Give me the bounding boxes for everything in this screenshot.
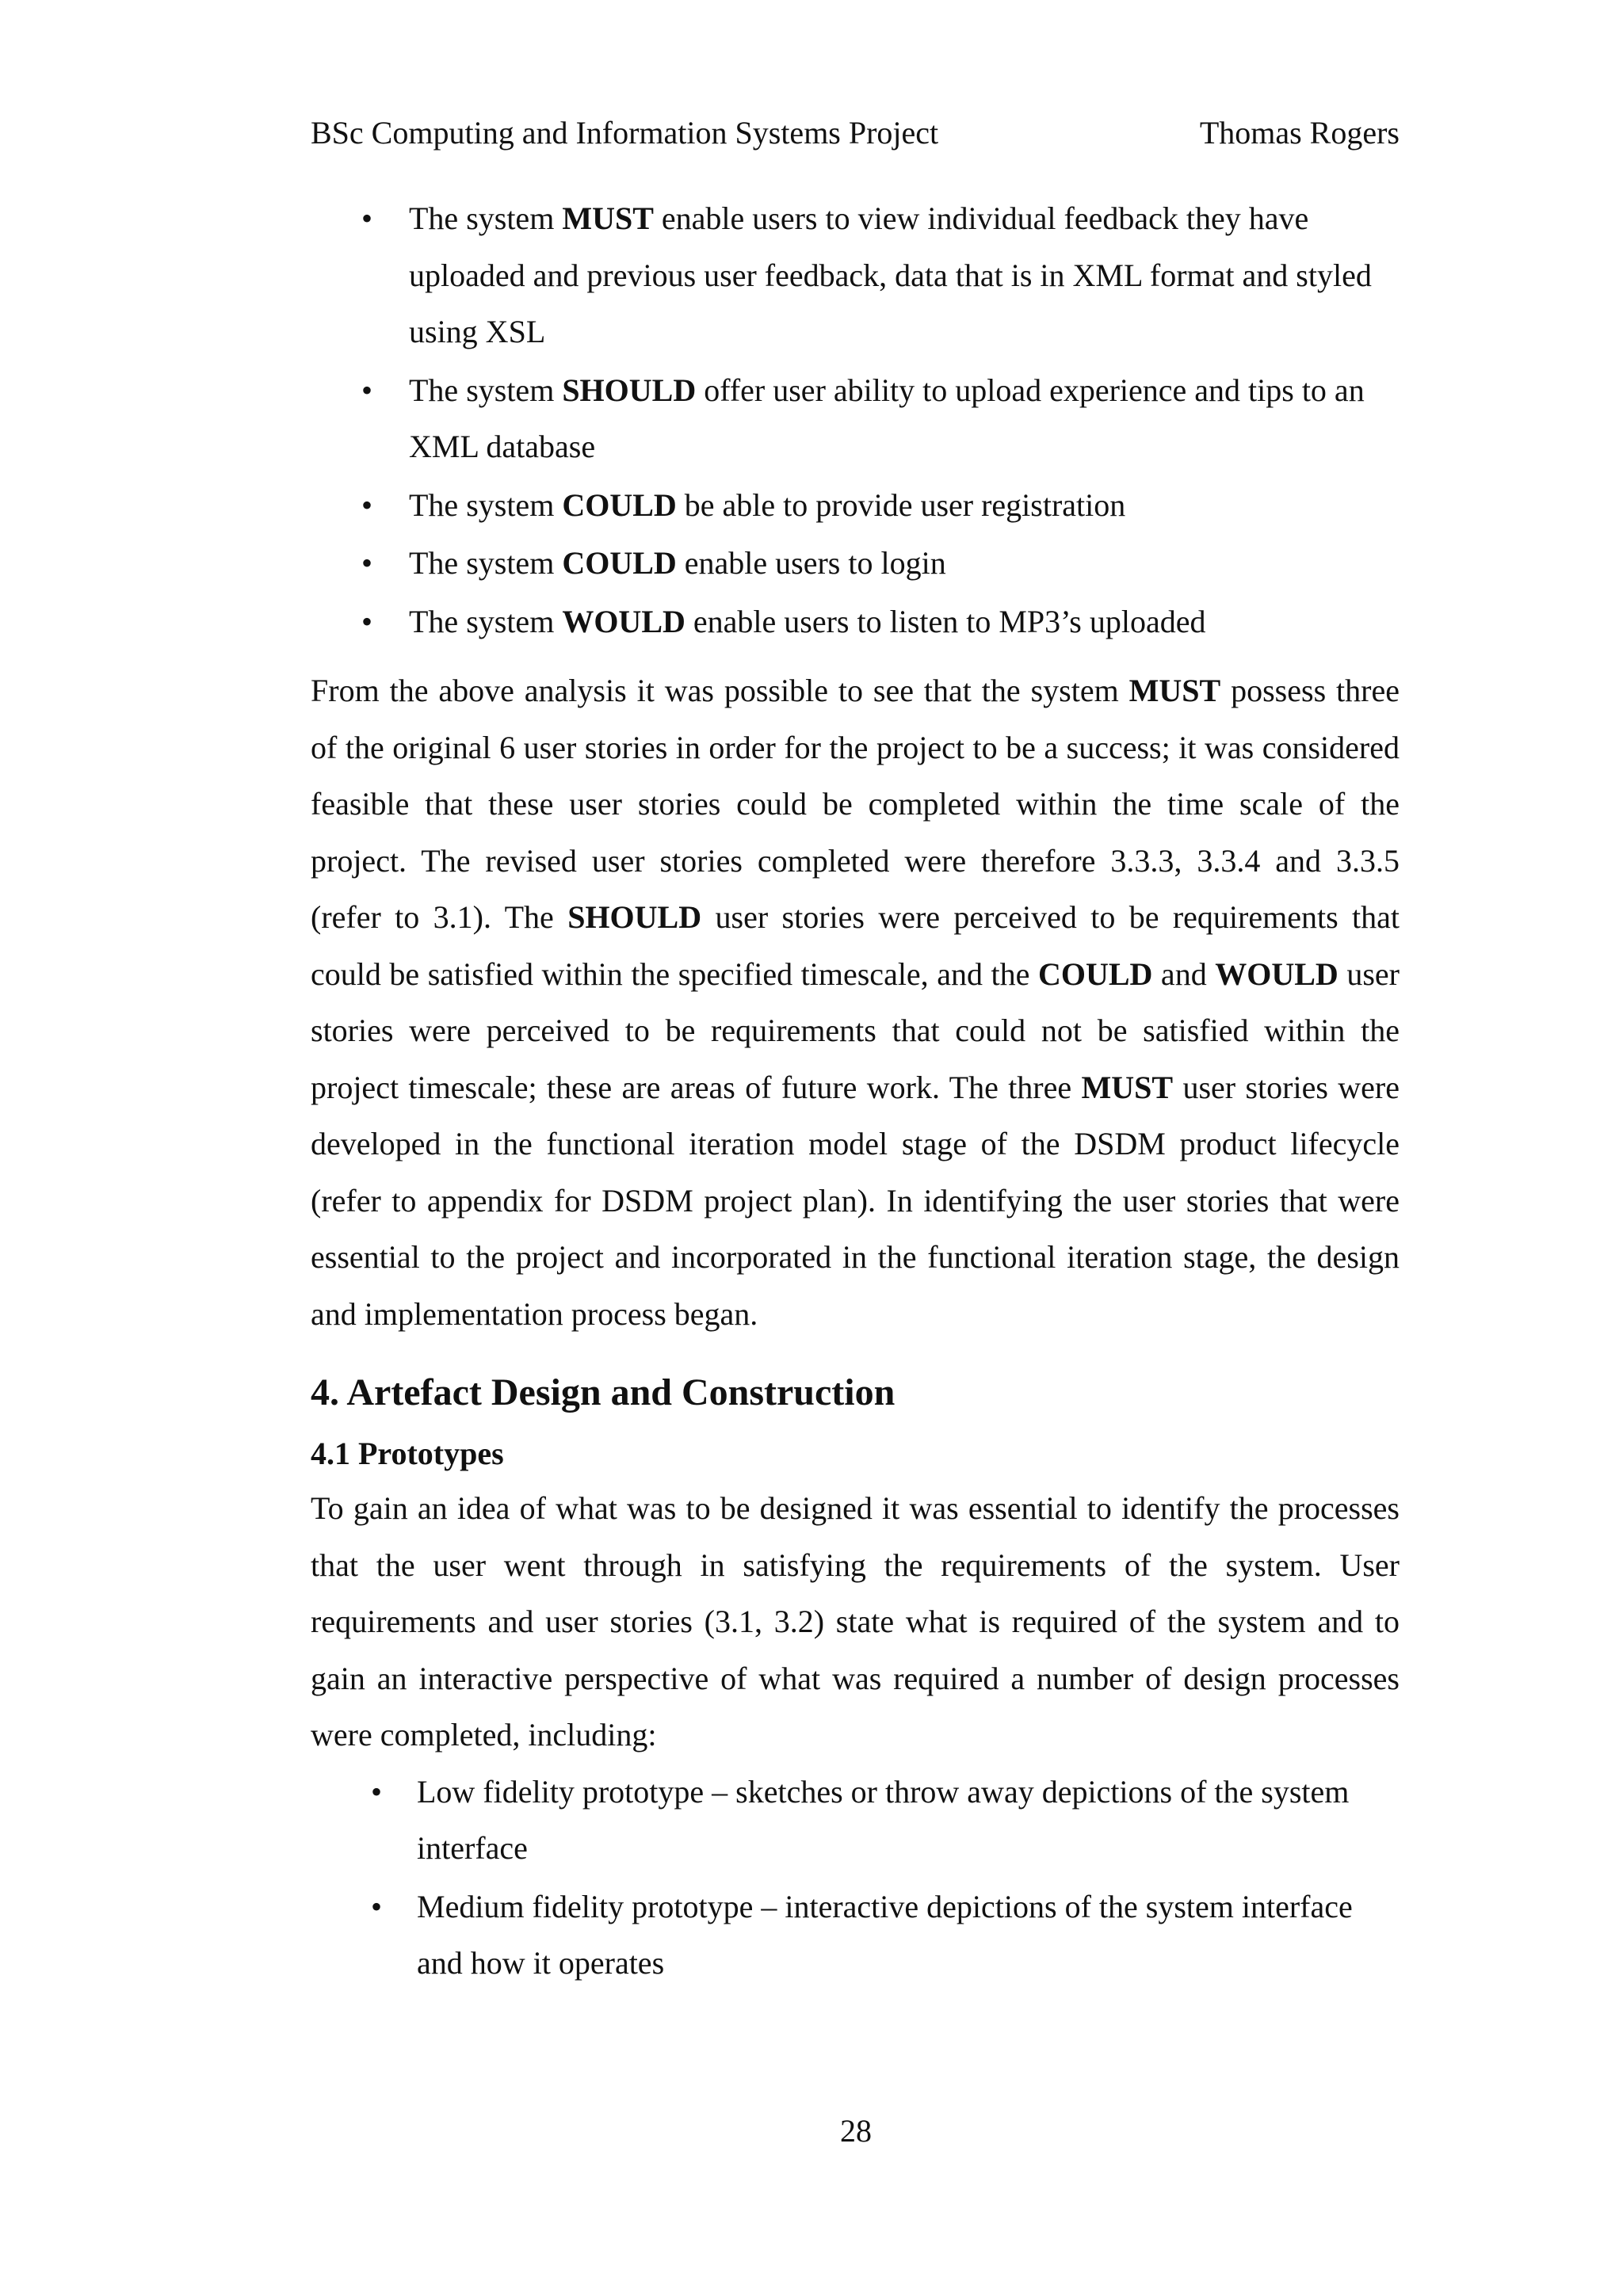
bullet-icon: • [361,486,373,523]
priority-keyword: SHOULD [562,372,697,408]
section-heading: 4. Artefact Design and Construction [311,1371,896,1413]
requirements-list [311,190,1400,650]
prototype-list [311,1764,1400,1992]
list-item: • The system WOULD enable users to listen to MP3’s uploaded [311,593,1400,650]
page-header [311,109,1400,157]
page-body [311,190,1400,1993]
priority-keyword: COULD [562,545,677,581]
list-item: • Low fidelity prototype – sketches or throw away depictions of the system interface [311,1764,1400,1877]
subsection-heading: 4.1 Prototypes [311,1436,504,1471]
prototypes-paragraph: To gain an idea of what was to be designed it was essential to identify the processes that the user went through in satisfying the requirements of the system. User requirements and user stories (3.1, 3.2) state what is required of the system and to gain an interactive perspective of what was required a number of design processes were completed, including: [311,1490,1400,1753]
list-item: • The system SHOULD offer user ability to upload experience and tips to an XML database [311,362,1400,475]
list-item: • The system MUST enable users to view individual feedback they have uploaded and previous user feedback, data that is in XML format and styled using XSL [311,190,1400,360]
bullet-icon: • [371,1773,383,1810]
bullet-icon: • [371,1888,383,1924]
header-author: Thomas Rogers [1199,115,1400,151]
bullet-icon: • [361,200,373,236]
priority-keyword: WOULD [562,603,685,639]
priority-keyword: MUST [562,200,654,236]
list-item: • The system COULD be able to provide user registration [311,477,1400,534]
list-item: • The system COULD enable users to login [311,535,1400,592]
priority-keyword: COULD [562,486,677,523]
list-item: • Medium fidelity prototype – interactive depictions of the system interface and how it operates [311,1878,1400,1992]
analysis-paragraph: From the above analysis it was possible to see that the system MUST possess three of the original 6 user stories in order for the project to be a success; it was considered feasible that these user stories could be completed within the time scale of the project. The revised user stories completed were therefore 3.3.3, 3.3.4 and 3.3.5 (refer to 3.1). The SHOULD user stories were perceived to be requirements that could be satisfied within the specified timescale, and the COULD and WOULD user stories were perceived to be requirements that could not be satisfied within the project timescale; these are areas of future work. The three MUST user stories were developed in the functional iteration model stage of the DSDM product lifecycle (refer to appendix for DSDM project plan). In identifying the user stories that were essential to the project and incorporated in the functional iteration stage, the design and implementation process began. [311,673,1400,1332]
page-number: 28 [840,2113,872,2149]
header-project-title: BSc Computing and Information Systems Project [311,115,939,151]
bullet-icon: • [361,603,373,639]
bullet-icon: • [361,545,373,581]
bullet-icon: • [361,372,373,408]
